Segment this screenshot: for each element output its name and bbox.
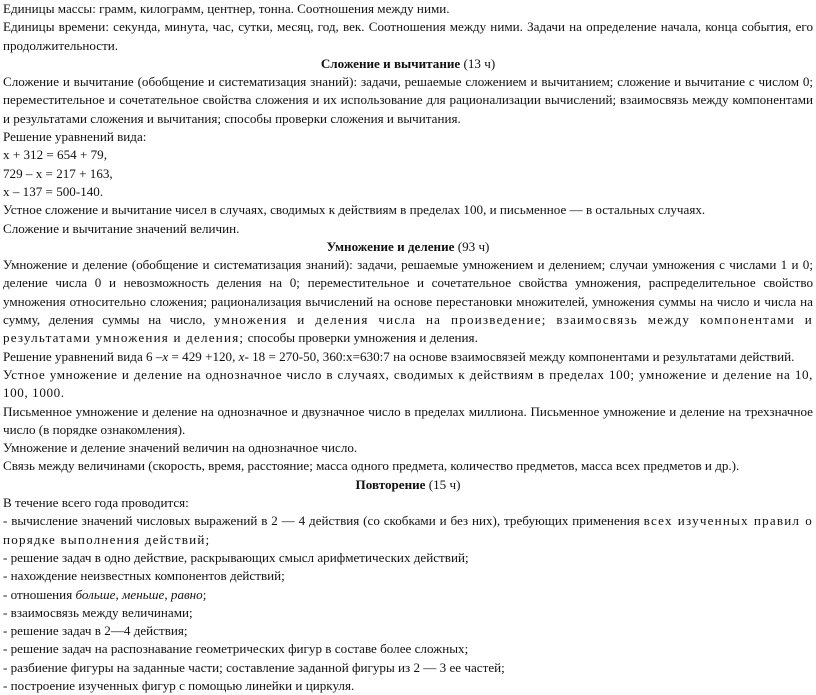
addition-paragraph: Сложение и вычитание (обобщение и систематизация знаний): задачи, решаемые сложением и вычитанием; сложение и вычитание с числом 0; переместительное и сочетательное свойства сложения и их использование для рационализации вычислений; взаимосвязь между компонентами и результатами сложения и вычитания; способы проверки сложения и вычитания.	[3, 74, 813, 126]
section-hours-repetition: (15 ч)	[425, 476, 461, 492]
multiplication-equations-line	[3, 348, 813, 366]
multiplication-paragraph-a: Умножение и деление (обобщение и систематизация знаний): задачи, решаемые умножением и делением; случаи умножения с числами 1 и 0; деление числа 0 и невозможность деления на 0; переместительное и сочетательное свойства умножения, распределительное свойство умножения относительно сложения; рационализация вычислений на основе перестановки множителей, умножения суммы на число и числа на сумму, деления суммы на число,	[3, 257, 813, 328]
section-hours-addition: (13 ч)	[460, 55, 496, 71]
addition-equation-3: х – 137 = 500-140.	[3, 183, 104, 199]
repetition-item-2: - решение задач в одно действие, раскрывающих смысл арифметических действий;	[3, 549, 469, 565]
repetition-item-4	[3, 586, 813, 604]
repetition-item-6: - решение задач в 2—4 действия;	[3, 623, 188, 639]
multiplication-written-line: Письменное умножение и деление на однозначное и двузначное число в пределах миллиона. Письменное умножение и деление на трехзначное число (в порядке ознакомления).	[3, 403, 813, 437]
addition-oral-line: Устное сложение и вычитание чисел в случаях, сводимых к действиям в пределах 100, и письменное — в остальных случаях.	[3, 202, 706, 218]
repetition-item-8: - разбиение фигуры на заданные части; составление заданной фигуры из 2 — 3 ее частей;	[3, 659, 505, 675]
multiplication-paragraph-c: способы проверки умножения и деления.	[247, 330, 478, 346]
section-hours-multiplication: (93 ч)	[454, 238, 490, 254]
section-title-multiplication: Умножение и деление	[326, 238, 455, 254]
mul-eq-mid: = 429 +120,	[168, 348, 239, 364]
addition-equation-2: 729 – х = 217 + 163,	[3, 165, 113, 181]
section-heading-addition	[3, 55, 813, 73]
mass-units-line: Единицы массы: грамм, килограмм, центнер, тонна. Соотношения между ними.	[3, 1, 450, 16]
repetition-item-4-suffix: ;	[202, 586, 207, 602]
repetition-item-9: - построение изученных фигур с помощью линейки и циркуля.	[3, 677, 355, 693]
mul-eq-x1: x	[162, 348, 169, 364]
relations-line: Связь между величинами (скорость, время, расстояние; масса одного предмета, количество предметов, масса всех предметов и др.).	[3, 458, 740, 474]
section-title-repetition: Повторение	[355, 476, 426, 492]
repetition-item-5: - взаимосвязь между величинами;	[3, 604, 193, 620]
addition-equation-1: х + 312 = 654 + 79,	[3, 147, 107, 163]
time-units-line: Единицы времени: секунда, минута, час, сутки, месяц, год, век. Соотношения между ними. Задачи на определение начала, конца события, его продолжительности.	[3, 19, 813, 53]
mul-eq-rest: - 18 = 270-50, 360:x=630:7 на основе взаимосвязей между компонентами и результатами действий.	[244, 348, 795, 364]
mul-eq-prefix: Решение уравнений вида 6 –	[3, 348, 163, 364]
repetition-item-1-c: порядке выполнения действий;	[3, 531, 211, 547]
repetition-item-1	[3, 512, 813, 549]
repetition-item-4-italic: больше, меньше, равно	[75, 586, 203, 602]
addition-values-line: Сложение и вычитание значений величин.	[3, 220, 240, 236]
repetition-item-1-a: - вычисление значений числовых выражений в 2 — 4 действия (со скобками и без них), требующих применения	[3, 513, 640, 529]
multiplication-oral-line: Устное умножение и деление на однозначное число в случаях, сводимых к действиям в пределах 100; умножение и деление на 10, 100, 1000.	[3, 366, 813, 401]
mul-eq-x2: x	[238, 348, 245, 364]
multiplication-paragraph-b: умножения и деления числа на произведение; взаимосвязь между компонентами и результатами умножения и деления;	[3, 312, 813, 346]
repetition-intro: В течение всего года проводится:	[3, 495, 189, 511]
repetition-item-7: - решение задач на распознавание геометрических фигур в составе более сложных;	[3, 641, 469, 657]
section-title-addition: Сложение и вычитание	[320, 55, 461, 71]
multiplication-values-line: Умножение и деление значений величин на однозначное число.	[3, 440, 358, 456]
repetition-item-1-b: всех изученных правил о	[643, 513, 813, 529]
addition-equations-intro: Решение уравнений вида:	[3, 129, 147, 145]
section-heading-repetition	[3, 476, 813, 494]
section-heading-multiplication	[3, 238, 813, 256]
repetition-item-4-prefix: - отношения	[3, 586, 76, 602]
multiplication-paragraph	[3, 256, 813, 347]
repetition-item-3: - нахождение неизвестных компонентов действий;	[3, 568, 285, 584]
